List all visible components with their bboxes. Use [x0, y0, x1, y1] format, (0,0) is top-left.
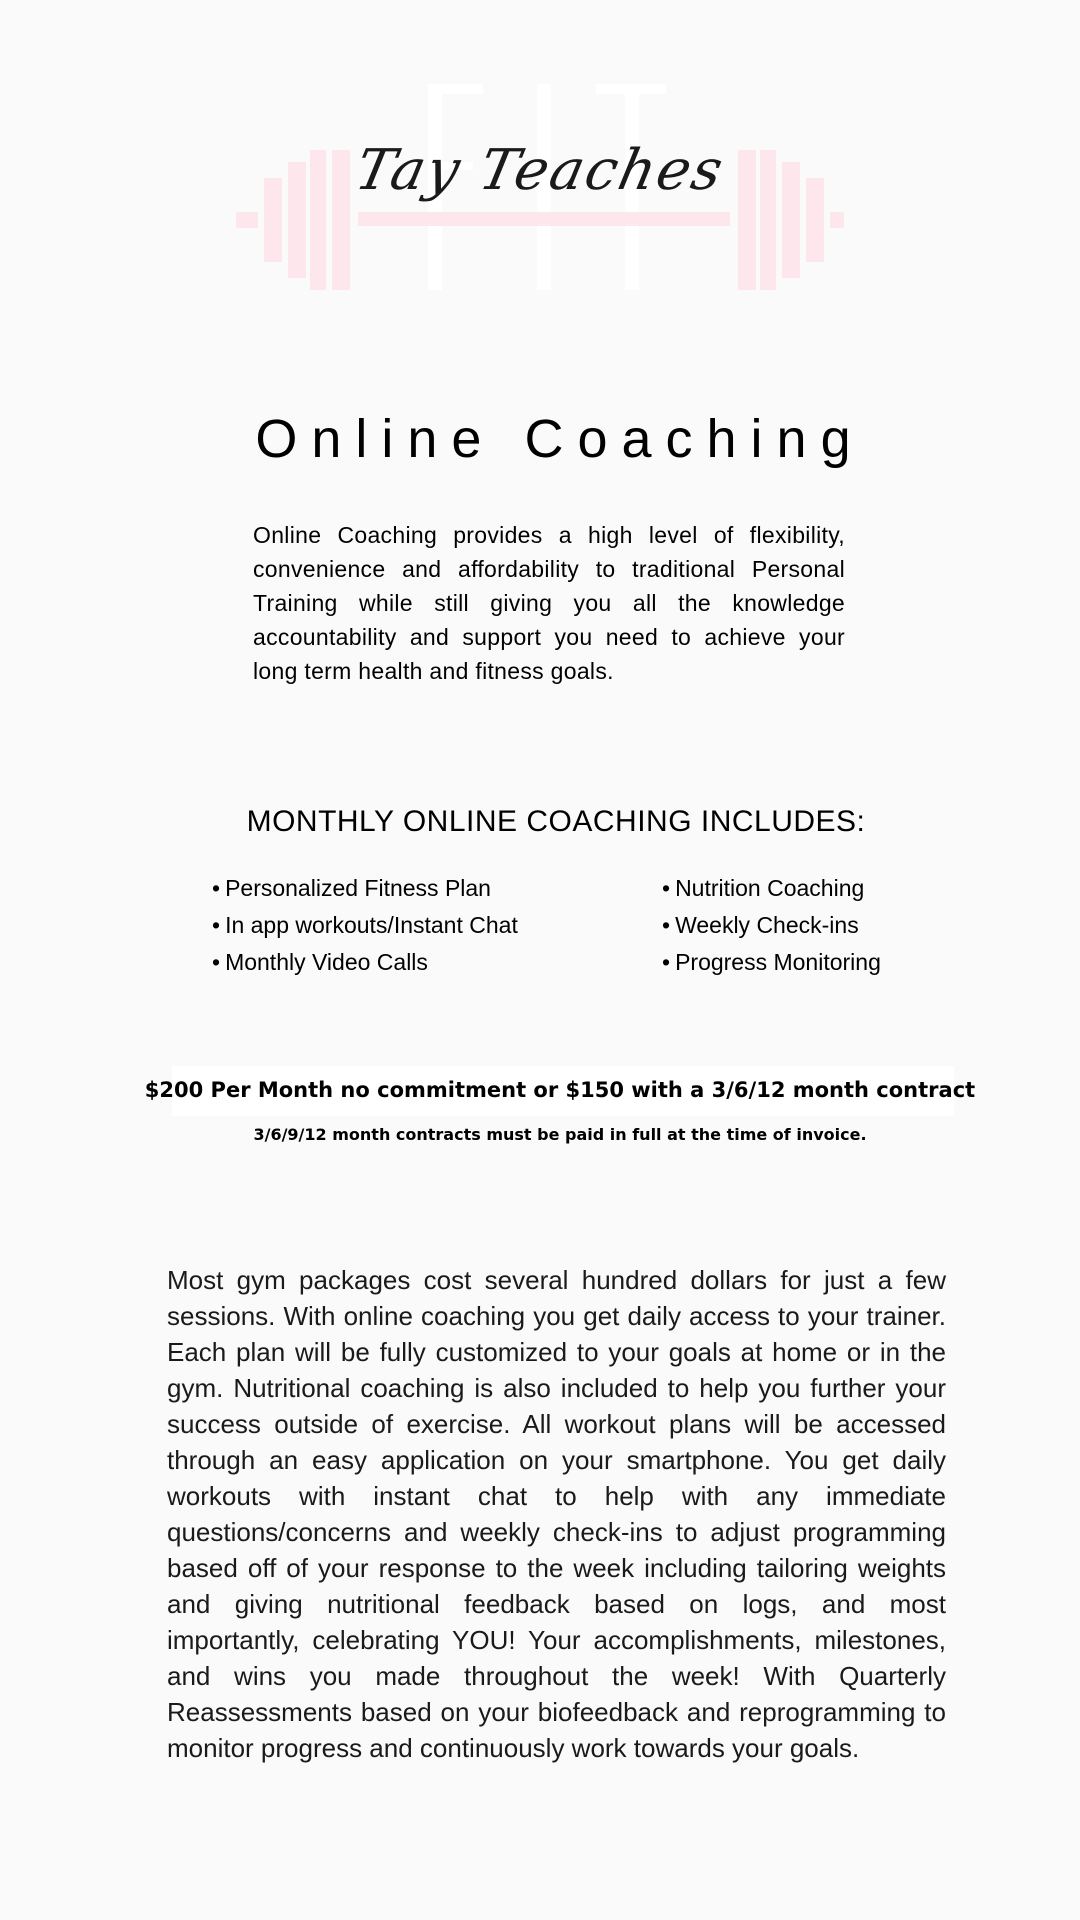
includes-list-left [212, 870, 518, 981]
price-note: 3/6/9/12 month contracts must be paid in full at the time of invoice. [253, 1125, 867, 1144]
includes-list-right [662, 870, 881, 981]
price-text: $200 Per Month no commitment or $150 with a 3/6/12 month contract [144, 1078, 976, 1102]
list-item: • In app workouts/Instant Chat [212, 907, 518, 944]
list-item: • Personalized Fitness Plan [212, 870, 518, 907]
description-paragraph: Most gym packages cost several hundred dollars for just a few sessions. With online coaching you get daily access to your trainer. Each plan will be fully customized to your goals at home or in the gym. Nutritional coaching is also included to help you further your success outside of exercise. All workout plans will be accessed through an easy application on your smartphone. You get daily workouts with instant chat to help with any immediate questions/concerns and weekly check-ins to adjust programming based off of your response to the week including tailoring weights and giving nutritional feedback based on logs, and most importantly, celebrating YOU! Your accomplishments, milestones, and wins you made throughout the week! With Quarterly Reassessments based on your biofeedback and reprogramming to monitor progress and continuously work towards your goals. [167, 1265, 946, 1763]
intro-paragraph: Online Coaching provides a high level of flexibility, convenience and affordability to traditional Personal Training while still giving you all the knowledge accountability and support you need to achieve your long term health and fitness goals. [253, 522, 845, 684]
page-title: Online Coaching [255, 409, 865, 469]
includes-heading: MONTHLY ONLINE COACHING INCLUDES: [246, 805, 866, 838]
list-item: • Progress Monitoring [662, 944, 881, 981]
list-item: • Nutrition Coaching [662, 870, 881, 907]
list-item: • Weekly Check-ins [662, 907, 881, 944]
logo-script-text: Tay Teaches [349, 138, 731, 203]
list-item: • Monthly Video Calls [212, 944, 518, 981]
